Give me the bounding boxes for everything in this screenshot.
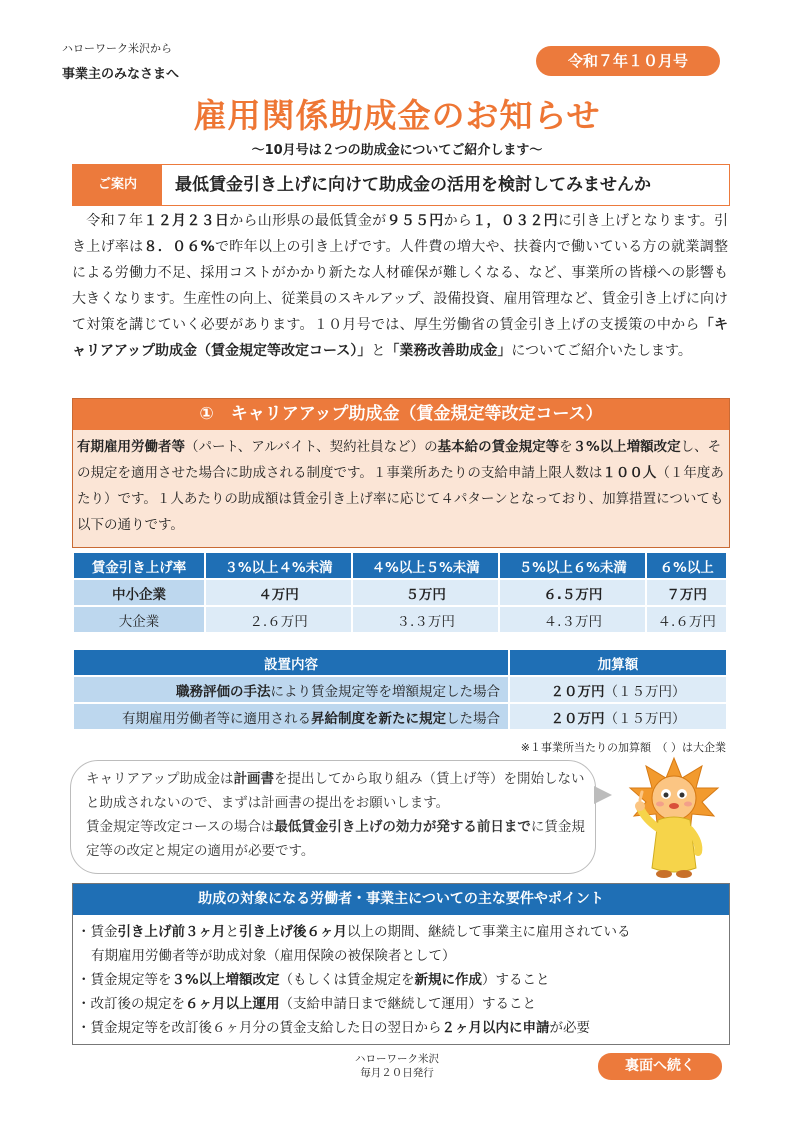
speech-bubble-text: キャリアアップ助成金は計画書を提出してから取り組み（賃上げ等）を開始しないと助成されないので、まずは計画書の提出をお願いします。 賃金規定等改定コースの場合は最低賃金引き上げの効力が発する前日までに賃金規定等の改定と規定の適用が必要です。 <box>86 771 585 859</box>
table-cell: 有期雇用労働者等に適用される昇給制度を新たに規定した場合 <box>73 703 509 730</box>
list-item: ・賃金引き上げ前３ヶ月と引き上げ後６ヶ月以上の期間、継続して事業主に雇用されている <box>77 924 631 940</box>
table-header-cell: 設置内容 <box>73 649 509 676</box>
table-cell: ４.６万円 <box>646 606 727 633</box>
table-row <box>73 676 727 703</box>
list-item: 有期雇用労働者等が助成対象（雇用保険の被保険者として） <box>91 948 456 964</box>
career-up-description: 有期雇用労働者等（パート、アルバイト、契約社員など）の基本給の賃金規定等を３%以上増額改定し、その規定を適用させた場合に助成される制度です。１事業所あたりの支給申請上限人数は１００人（１年度あたり）です。１人あたりの助成額は賃金引き上げ率に応じて４パターンとなっており、加算措置についても以下の通りです。 <box>77 439 724 533</box>
addition-table <box>72 648 728 731</box>
addition-note: ※１事業所当たりの加算額 （ ）は大企業 <box>520 741 726 754</box>
table-row <box>73 703 727 730</box>
page-title: 雇用関係助成金のお知らせ <box>193 96 601 135</box>
table-row <box>73 606 727 633</box>
table-cell: ４.３万円 <box>499 606 646 633</box>
mascot-illustration <box>618 752 730 882</box>
footer-schedule: 毎月２０日発行 <box>360 1067 434 1079</box>
notice-bar <box>72 164 730 206</box>
notice-heading: 最低賃金引き上げに向けて助成金の活用を検討してみませんか <box>175 175 651 195</box>
table-cell: ２.６万円 <box>205 606 352 633</box>
list-item: ・賃金規定等を３%以上増額改定（もしくは賃金規定を新規に作成）すること <box>77 972 550 988</box>
table-cell: ７万円 <box>646 579 727 606</box>
page-subtitle: ～10月号は２つの助成金についてご紹介します～ <box>251 143 543 158</box>
subsidy-rate-table <box>72 551 728 634</box>
career-up-section <box>72 398 730 548</box>
table-header-cell: ３%以上４%未満 <box>205 552 352 579</box>
table-cell: ６.５万円 <box>499 579 646 606</box>
table-header-row <box>73 649 727 676</box>
list-item: ・改訂後の規定を６ヶ月以上運用（支給申請日まで継続して運用）すること <box>77 996 536 1012</box>
greeting: 事業主のみなさまへ <box>62 67 180 82</box>
row-label: 大企業 <box>73 606 205 633</box>
table-header-cell: ５%以上６%未満 <box>499 552 646 579</box>
table-cell: ３.３万円 <box>352 606 499 633</box>
speech-bubble-tail <box>594 786 612 804</box>
requirements-list <box>77 920 727 1040</box>
requirements-section-title: 助成の対象になる労働者・事業主についての主な要件やポイント <box>73 884 729 915</box>
table-header-cell: ６%以上 <box>646 552 727 579</box>
table-cell: ２０万円（１５万円） <box>509 676 727 703</box>
requirements-section <box>72 883 730 1045</box>
table-row <box>73 579 727 606</box>
table-header-cell: 賃金引き上げ率 <box>73 552 205 579</box>
table-cell: 職務評価の手法により賃金規定等を増額規定した場合 <box>73 676 509 703</box>
row-label: 中小企業 <box>73 579 205 606</box>
table-cell: ５万円 <box>352 579 499 606</box>
list-item: ・賃金規定等を改訂後６ヶ月分の賃金支給した日の翌日から２ヶ月以内に申請が必要 <box>77 1020 590 1036</box>
table-header-row <box>73 552 727 579</box>
table-header-cell: ４%以上５%未満 <box>352 552 499 579</box>
table-cell: ４万円 <box>205 579 352 606</box>
intro-paragraph: 令和７年１２月２３日から山形県の最低賃金が９５５円から１，０３２円に引き上げとなります。引き上げ率は８．０６%で昨年以上の引き上げです。人件費の増大や、扶養内で働いている方の就業調整による労働力不足、採用コストがかかり新たな人材確保が難しくなる、など、事業所の皆様への影響も大きくなります。生産性の向上、従業員のスキルアップ、設備投資、雇用管理など、賃金引き上げに向けて対策を講じていく必要があります。１０月号では、厚生労働省の賃金引き上げの支援策の中から「キャリアアップ助成金（賃金規定等改定コース）」と「業務改善助成金」についてご紹介いたします。 <box>72 213 729 359</box>
footer-issuer: ハローワーク米沢 <box>355 1053 439 1065</box>
table-header-cell: 加算額 <box>509 649 727 676</box>
notice-tag: ご案内 <box>73 165 162 205</box>
continue-on-back-button[interactable]: 裏面へ続く <box>598 1053 722 1080</box>
table-cell: ２０万円（１５万円） <box>509 703 727 730</box>
issue-badge: 令和７年１０月号 <box>536 46 720 76</box>
career-up-section-title: ① キャリアアップ助成金（賃金規定等改定コース） <box>73 399 729 430</box>
issuer-label: ハローワーク米沢から <box>62 42 172 55</box>
